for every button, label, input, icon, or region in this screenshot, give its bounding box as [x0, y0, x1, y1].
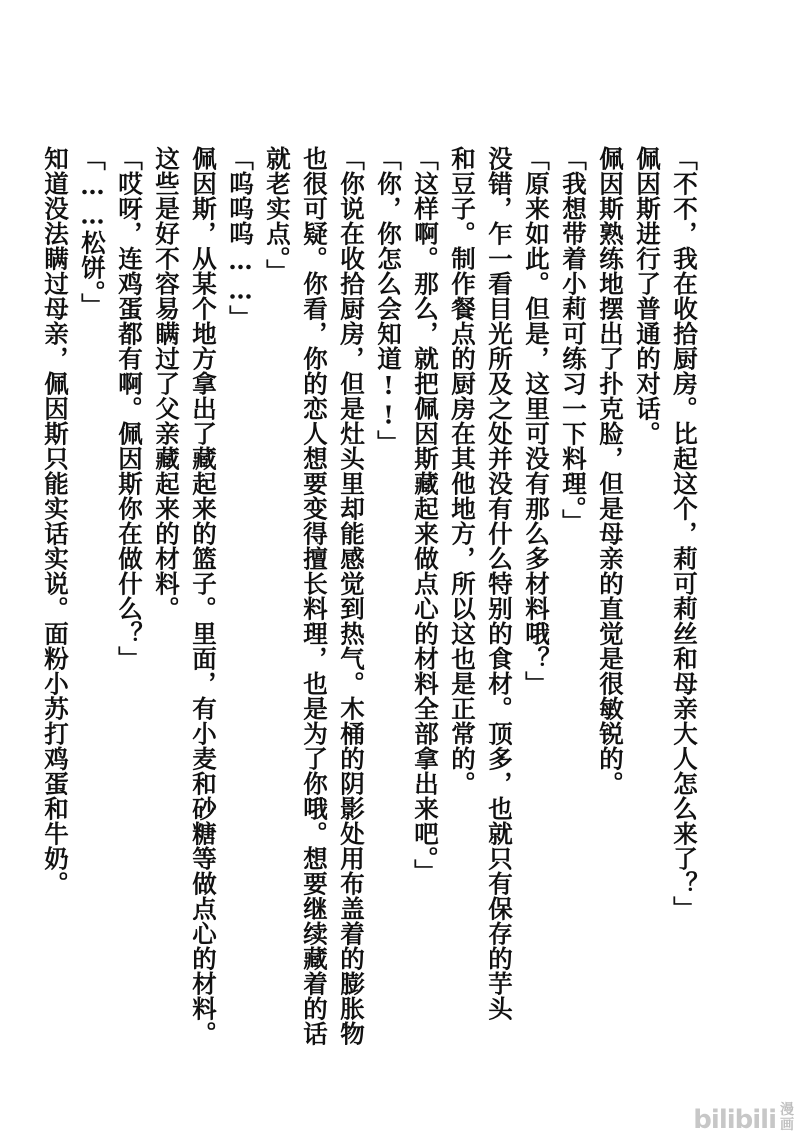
text-column-2: 佩因斯进行了普通的对话。	[633, 146, 662, 446]
watermark-line-1: 漫	[780, 1102, 794, 1118]
text-column-8: 「这样啊。那么，就把佩因斯藏起来做点心的材料全部拿出来吧。」	[411, 146, 440, 884]
text-column-13: 「呜呜呜……」	[226, 146, 255, 330]
text-column-4: 「我想带着小莉可练习一下料理。」	[559, 146, 588, 534]
watermark-line-2: 画	[780, 1117, 794, 1133]
text-column-12: 就老实点。」	[263, 146, 292, 284]
text-column-7: 和豆子。制作餐点的厨房在其他地方，所以这也是正常的。	[448, 146, 477, 796]
text-column-18: 知道没法瞒过母亲，佩因斯只能实话实说。面粉小苏打鸡蛋和牛奶。	[41, 146, 70, 896]
text-column-9: 「你，你怎么会知道!!」	[374, 146, 403, 455]
text-column-6: 没错，乍一看目光所及之处并没有什么特别的食材。顶多，也就只有保存的芋头	[485, 146, 514, 1021]
text-column-5: 「原来如此。但是，这里可没有那么多材料哦？」	[522, 146, 551, 696]
text-column-3: 佩因斯熟练地摆出了扑克脸，但是母亲的直觉是很敏锐的。	[596, 146, 625, 796]
text-column-11: 也很可疑。你看，你的恋人想要变得擅长料理，也是为了你哦。想要继续藏着的话	[300, 146, 329, 1046]
text-column-16: 「哎呀，连鸡蛋都有啊。佩因斯你在做什么？」	[115, 146, 144, 671]
text-column-1: 「不不，我在收拾厨房。比起这个，莉可莉丝和母亲大人怎么来了？」	[670, 146, 699, 921]
bilibili-watermark	[693, 1103, 794, 1133]
text-column-14: 佩因斯，从某个地方拿出了藏起来的篮子。里面，有小麦和砂糖等做点心的材料。	[189, 146, 218, 1046]
text-column-10: 「你说在收拾厨房，但是灶头里却能感觉到热气。木桶的阴影处用布盖着的膨胀物	[337, 146, 366, 1046]
text-column-15: 这些是好不容易瞒过了父亲藏起来的材料。	[152, 146, 181, 621]
watermark-logo: bilibili	[693, 1105, 776, 1135]
watermark-text	[780, 1103, 794, 1133]
text-column-17: 「……松饼。」	[78, 146, 107, 318]
